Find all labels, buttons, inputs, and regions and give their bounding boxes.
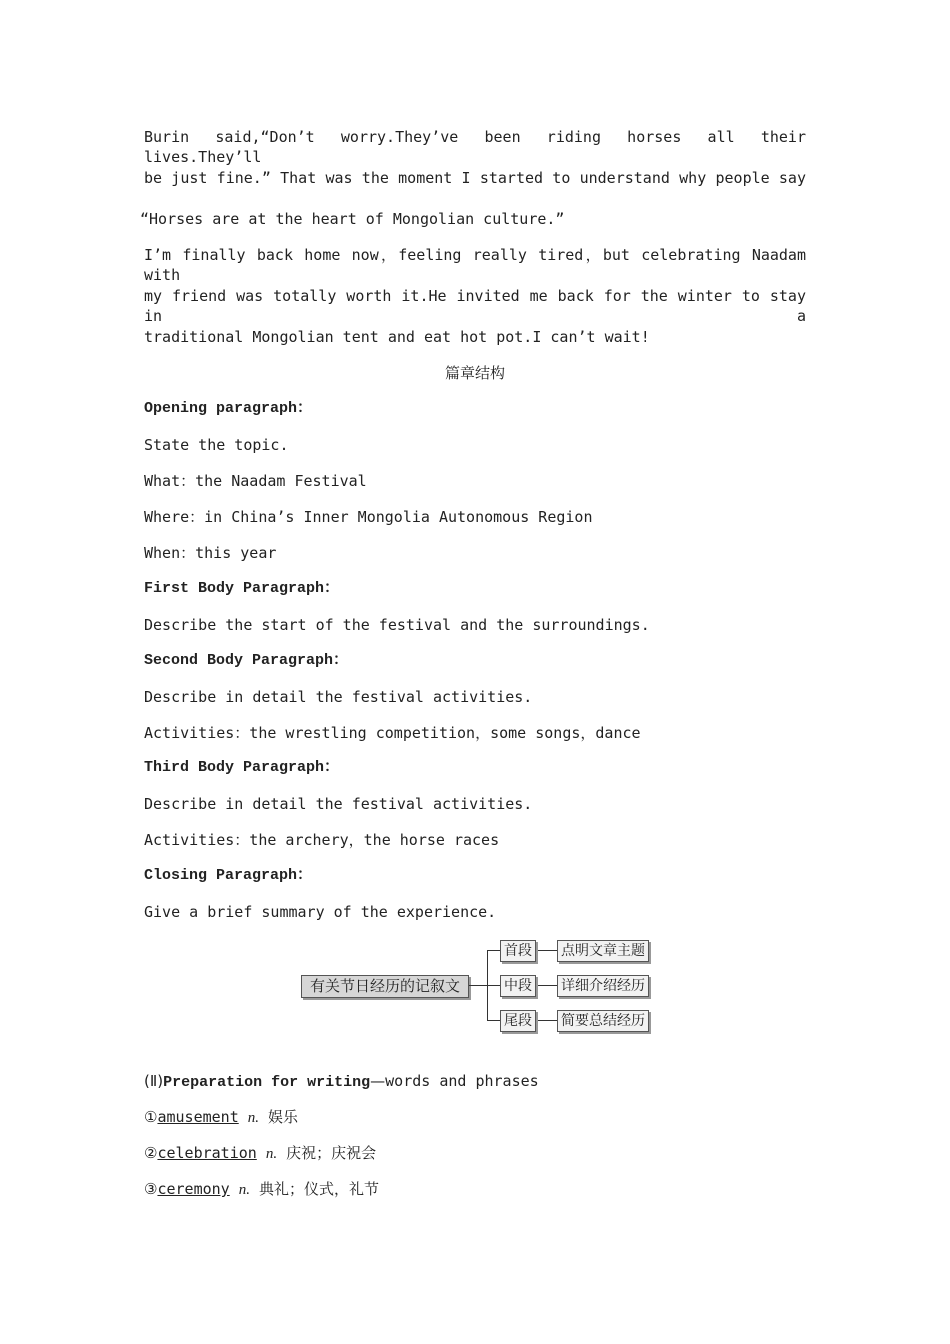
third-body-heading: Third Body Paragraph： xyxy=(144,759,340,776)
connector-line xyxy=(487,985,500,986)
section-title: 篇章结构 xyxy=(444,364,505,382)
paragraph-line: traditional Mongolian tent and eat hot pot.I can’t wait! xyxy=(144,328,650,346)
vocab-meaning: 庆祝；庆祝会 xyxy=(286,1144,377,1162)
vocab-pos: n. xyxy=(265,1146,278,1162)
vocab-item xyxy=(144,1143,376,1164)
diagram-root: 有关节日经历的记叙文 xyxy=(301,975,469,998)
vocab-word: ceremony xyxy=(157,1180,230,1198)
connector-line xyxy=(535,950,557,951)
preparation-title: Preparation for writing xyxy=(163,1074,371,1091)
section-number: (Ⅱ) xyxy=(144,1072,164,1090)
connector-line xyxy=(535,985,557,986)
outline-text: Describe in detail the festival activities. xyxy=(144,795,533,813)
paragraph-line: “Horses are at the heart of Mongolian culture.” xyxy=(140,210,565,228)
outline-text: Where：in China’s Inner Mongolia Autonomous Region xyxy=(144,508,593,526)
vocab-number: ② xyxy=(144,1144,158,1162)
outline-text: What：the Naadam Festival xyxy=(144,472,367,490)
preparation-subtitle: words and phrases xyxy=(385,1072,539,1090)
diagram-branch-label: 首段 xyxy=(500,940,536,962)
connector-line xyxy=(487,1020,500,1021)
vocab-number: ③ xyxy=(144,1180,158,1198)
outline-text: Give a brief summary of the experience. xyxy=(144,903,497,921)
diagram-branch-content: 点明文章主题 xyxy=(557,940,649,962)
second-body-heading: Second Body Paragraph： xyxy=(144,652,349,669)
closing-heading: Closing Paragraph： xyxy=(144,867,313,884)
preparation-heading xyxy=(144,1071,539,1093)
outline-text: Describe the start of the festival and the surroundings. xyxy=(144,616,650,634)
outline-text: Describe in detail the festival activities. xyxy=(144,688,533,706)
opening-heading: Opening paragraph： xyxy=(144,400,313,417)
vocab-word: celebration xyxy=(157,1144,257,1162)
vocab-pos: n. xyxy=(247,1110,260,1126)
connector-line xyxy=(487,950,500,951)
vocab-item xyxy=(144,1179,379,1200)
outline-text: Activities：the wrestling competition，some songs，dance xyxy=(144,724,641,742)
diagram-branch-content: 详细介绍经历 xyxy=(557,975,649,997)
vocab-meaning: 典礼；仪式，礼节 xyxy=(259,1180,380,1198)
paragraph-line: Burin said,“Don’t worry.They’ve been riding horses all their lives.They’ll xyxy=(144,128,806,166)
vocab-word: amusement xyxy=(157,1108,239,1126)
paragraph-line: my friend was totally worth it.He invited me back for the winter to stay in a xyxy=(144,287,806,325)
paragraph-line: be just fine.” That was the moment I started to understand why people say xyxy=(144,169,806,187)
diagram-branch-label: 尾段 xyxy=(500,1010,536,1032)
outline-text: When：this year xyxy=(144,544,277,562)
diagram-branch-content: 简要总结经历 xyxy=(557,1010,649,1032)
first-body-heading: First Body Paragraph： xyxy=(144,580,340,597)
outline-text: State the topic. xyxy=(144,436,289,454)
connector-line xyxy=(535,1020,557,1021)
em-dash: — xyxy=(370,1072,386,1090)
vocab-pos: n. xyxy=(238,1182,250,1198)
vocab-number: ① xyxy=(144,1108,158,1126)
outline-text: Activities：the archery，the horse races xyxy=(144,831,500,849)
vocab-meaning: 娱乐 xyxy=(268,1108,299,1126)
diagram-branch-label: 中段 xyxy=(500,975,536,997)
vocab-item xyxy=(144,1107,298,1128)
connector-line xyxy=(469,985,487,986)
paragraph-line: I’m finally back home now，feeling really tired，but celebrating Naadam with xyxy=(144,246,806,284)
